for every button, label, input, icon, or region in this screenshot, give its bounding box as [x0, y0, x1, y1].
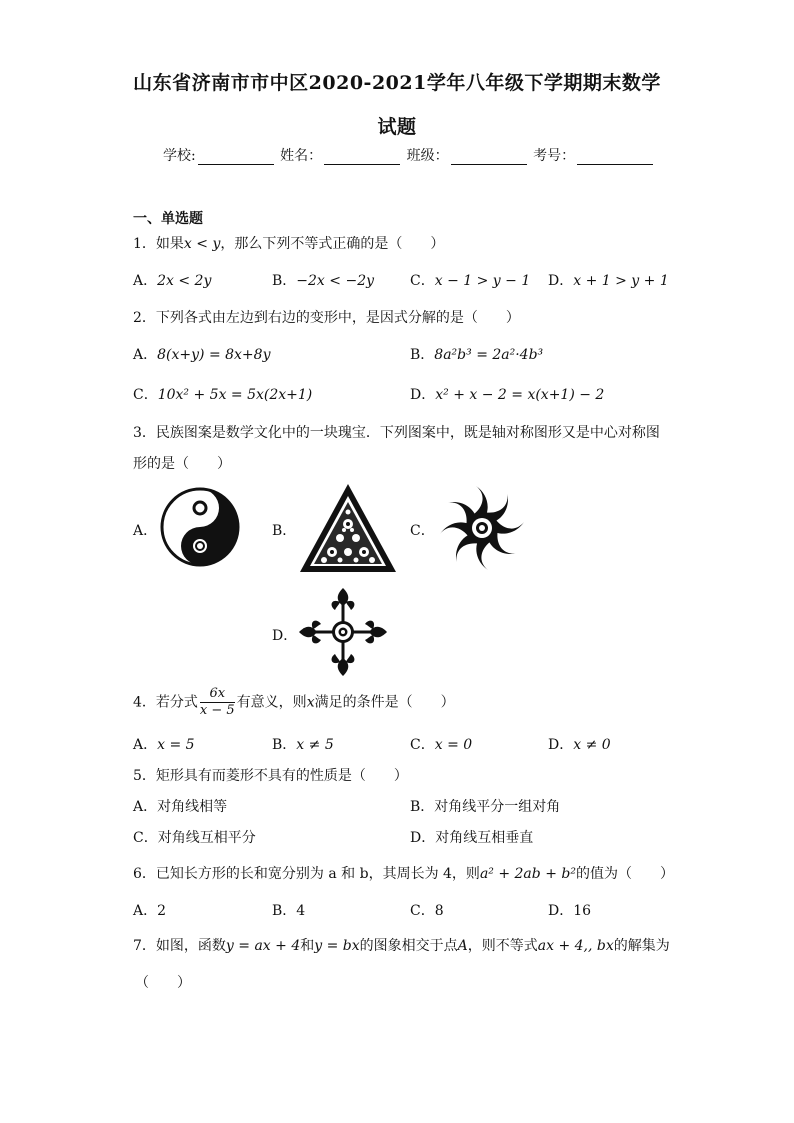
cross-flower-figure[interactable]	[298, 588, 388, 676]
q3-option-b-label[interactable]: B．	[272, 523, 297, 539]
q1-option-d[interactable]: D．x + 1 > y + 1	[548, 273, 669, 289]
fraction-numerator: 6x	[200, 686, 235, 703]
q6-stem-suffix: 的值为（ ）	[575, 866, 674, 882]
q7-stem-mid2: ，则不等式	[467, 938, 538, 954]
q4-stem-mid: 有意义，则	[236, 694, 307, 711]
q1-stem-math: x < y	[183, 236, 221, 252]
q5-option-b[interactable]: B．对角线平分一组对角	[410, 799, 561, 815]
q7-math2: y = bx	[314, 938, 360, 954]
q3-option-c-label[interactable]: C．	[410, 523, 435, 539]
q4-option-d[interactable]: D．x ≠ 0	[548, 737, 611, 753]
question-5-stem: 5．矩形具有而菱形不具有的性质是（ ）	[133, 768, 408, 784]
q2-option-a[interactable]: A．8(x+y) = 8x+8y	[133, 347, 271, 363]
q1-option-b[interactable]: B．−2x < −2y	[272, 273, 375, 289]
q4-stem-suffix: 满足的条件是（ ）	[314, 694, 455, 711]
q6-option-a[interactable]: A．2	[133, 903, 167, 919]
class-field[interactable]	[451, 150, 527, 165]
q6-option-c[interactable]: C．8	[410, 903, 444, 919]
q5-option-d[interactable]: D．对角线互相垂直	[410, 830, 534, 846]
question-6-stem	[133, 863, 674, 883]
q2-option-d[interactable]: D．x² + x − 2 = x(x+1) − 2	[410, 387, 605, 403]
q1-option-c[interactable]: C．x − 1 > y − 1	[410, 273, 531, 289]
q5-option-a[interactable]: A．对角线相等	[133, 799, 228, 815]
q3-option-d-label[interactable]: D．	[272, 628, 298, 644]
q6-option-d[interactable]: D．16	[548, 903, 592, 919]
question-2-stem: 2．下列各式由左边到右边的变形中，是因式分解的是（ ）	[133, 310, 520, 326]
question-4-stem	[133, 686, 455, 719]
q3-option-a-label[interactable]: A．	[133, 523, 158, 539]
q4-option-b[interactable]: B．x ≠ 5	[272, 737, 334, 753]
q7-stem-and: 和	[300, 938, 315, 954]
q4-stem-var: x	[306, 694, 315, 711]
question-1-stem	[133, 233, 444, 253]
info-fields	[163, 145, 655, 165]
fraction-denominator: x − 5	[199, 703, 235, 718]
q7-math3: ax + 4,, bx	[537, 938, 614, 954]
name-field[interactable]	[324, 150, 400, 165]
pinwheel-flower-figure[interactable]	[436, 482, 528, 574]
exam-number-label: 考号：	[533, 148, 576, 164]
q5-option-c[interactable]: C．对角线互相平分	[133, 830, 256, 846]
q7-stem-suffix: 的解集为	[613, 938, 670, 954]
q7-stem-mid: 的图象相交于点	[359, 938, 458, 954]
class-label: 班级：	[406, 148, 449, 164]
q6-stem-prefix: 6．已知长方形的长和宽分别为 a 和 b，其周长为 4，则	[133, 866, 480, 882]
triangle-pattern-figure[interactable]	[298, 482, 398, 574]
q4-option-a[interactable]: A．x = 5	[133, 737, 195, 753]
question-3-stem-line2: 形的是（ ）	[133, 456, 231, 472]
exam-number-field[interactable]	[577, 150, 653, 165]
question-3-stem-line1: 3．民族图案是数学文化中的一块瑰宝．下列图案中，既是轴对称图形又是中心对称图	[133, 425, 660, 441]
question-7-stem	[133, 935, 670, 955]
q7-math1: y = ax + 4	[225, 938, 301, 954]
q4-option-c[interactable]: C．x = 0	[410, 737, 473, 753]
section-title: 一、单选题	[133, 211, 203, 227]
q1-stem-prefix: 1．如果	[133, 236, 184, 252]
school-label: 学校:	[163, 148, 196, 164]
q2-option-b[interactable]: B．8a²b³ = 2a²·4b³	[410, 347, 544, 363]
fraction	[200, 686, 235, 719]
name-label: 姓名：	[280, 148, 323, 164]
q1-option-a[interactable]: A．2x < 2y	[133, 273, 212, 289]
q1-stem-suffix: ，那么下列不等式正确的是（ ）	[220, 236, 445, 252]
q2-option-c[interactable]: C．10x² + 5x = 5x(2x+1)	[133, 387, 313, 403]
q4-stem-prefix: 4．若分式	[133, 694, 198, 711]
page-title: 山东省济南市市中区2020-2021学年八年级下学期期末数学	[133, 72, 661, 94]
school-field[interactable]	[198, 150, 274, 165]
question-7-stem-line2: （ ）	[135, 975, 191, 991]
q7-stem-prefix: 7．如图，函数	[133, 938, 226, 954]
q6-stem-math: a² + 2ab + b²	[479, 866, 576, 882]
yin-yang-figure[interactable]	[160, 486, 240, 568]
q6-option-b[interactable]: B．4	[272, 903, 306, 919]
page-title-line2: 试题	[377, 116, 417, 138]
q7-point: A	[457, 938, 468, 954]
